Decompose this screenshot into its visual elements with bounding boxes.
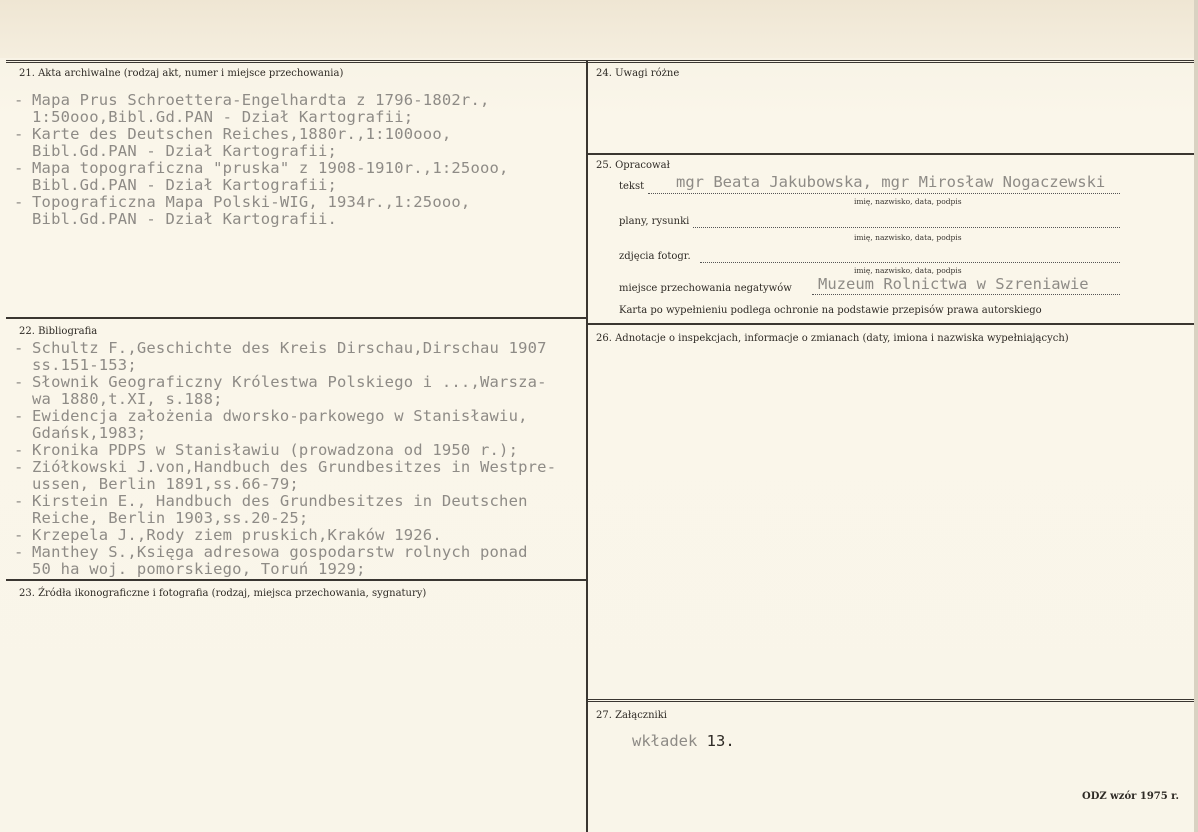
typed-line-text: Kronika PDPS w Stanisławiu (prowadzona od 1950 r.); [32,441,519,459]
list-dash: - [14,407,34,425]
typed-line-text: ussen, Berlin 1891,ss.66-79; [32,475,299,493]
typed-line [14,561,556,578]
plany-label: plany, rysunki [619,216,690,227]
list-dash: - [14,125,34,143]
continuation-indent [14,425,32,442]
continuation-indent [14,177,32,194]
list-dash: - [14,339,34,357]
typed-line-text: Ewidencja założenia dworsko-parkowego w Stanisławiu, [32,407,528,425]
section-23-label: 23. Źródła ikonograficzne i fotografia (rodzaj, miejsca przechowania, sygnatury) [19,588,427,599]
section-27-label: 27. Załączniki [596,710,667,721]
section-25-label: 25. Opracował [596,160,670,171]
typed-line-text: 1:50ooo,Bibl.Gd.PAN - Dział Kartografii; [32,108,414,126]
rule-right-25-26 [587,323,1196,325]
section-22-label: 22. Bibliografia [19,326,98,337]
tekst-line [648,193,1120,194]
list-dash: - [14,458,34,476]
attachments-word: wkładek [632,732,698,750]
typed-line [14,476,556,493]
typed-line [14,527,556,544]
typed-line [14,442,556,459]
form-code-footer: ODZ wzór 1975 r. [1082,791,1180,802]
zdjecia-line [700,262,1120,263]
list-dash: - [14,159,34,177]
continuation-indent [14,510,32,527]
list-dash: - [14,492,34,510]
tekst-label: tekst [619,181,645,192]
typed-line [14,391,556,408]
center-divider [586,61,588,832]
typed-line [14,510,556,527]
list-dash: - [14,441,34,459]
typed-line [14,357,556,374]
typed-line-text: Bibl.Gd.PAN - Dział Kartografii; [32,176,338,194]
typed-line [14,126,509,143]
miejsce-label: miejsce przechowania negatywów [619,283,792,294]
typed-line-text: 50 ha woj. pomorskiego, Toruń 1929; [32,560,366,578]
continuation-indent [14,391,32,408]
continuation-indent [14,211,32,228]
typed-line [14,340,556,357]
typed-line-text: Ziółkowski J.von,Handbuch des Grundbesitzes in Westpre- [32,458,557,476]
typed-line-text: Gdańsk,1983; [32,424,147,442]
continuation-indent [14,561,32,578]
section-21-typed-text [14,92,509,228]
rule-right-24-25 [587,153,1196,155]
top-rule [6,60,1196,63]
typed-line-text: Manthey S.,Księga adresowa gospodarstw rolnych ponad [32,543,528,561]
typed-line-text: Reiche, Berlin 1903,ss.20-25; [32,509,309,527]
typed-line [14,425,556,442]
section-21-label: 21. Akta archiwalne (rodzaj akt, numer i miejsce przechowania) [19,68,344,79]
typed-line [14,544,556,561]
typed-line [14,177,509,194]
typed-line [14,374,556,391]
continuation-indent [14,357,32,374]
section-26-label: 26. Adnotacje o inspekcjach, informacje o zmianach (daty, imiona i nazwiska wypełniających) [596,333,1069,344]
typed-line [14,211,509,228]
typed-line-text: Kirstein E., Handbuch des Grundbesitzes in Deutschen [32,492,528,510]
zdjecia-label: zdjęcia fotogr. [619,251,691,262]
scan-edge [1194,0,1198,832]
continuation-indent [14,476,32,493]
typed-line [14,493,556,510]
typed-line-text: Karte des Deutschen Reiches,1880r.,1:100ooo, [32,125,452,143]
typed-line-text: Schultz F.,Geschichte des Kreis Dirschau,Dirschau 1907 [32,339,547,357]
continuation-indent [14,143,32,160]
list-dash: - [14,543,34,561]
rule-left-22-23 [6,579,586,581]
tekst-value: mgr Beata Jakubowska, mgr Mirosław Nogaczewski [676,173,1106,191]
plany-caption: imię, nazwisko, data, podpis [854,233,962,242]
list-dash: - [14,526,34,544]
section-24-label: 24. Uwagi różne [596,68,680,79]
typed-line-text: Bibl.Gd.PAN - Dział Kartografii. [32,210,338,228]
typed-line [14,194,509,211]
section-22-typed-text [14,340,556,578]
rule-left-21-22 [6,317,586,319]
miejsce-value: Muzeum Rolnictwa w Szreniawie [818,275,1089,293]
typed-line-text: wa 1880,t.XI, s.188; [32,390,223,408]
tekst-caption: imię, nazwisko, data, podpis [854,197,962,206]
continuation-indent [14,109,32,126]
typed-line-text: Topograficzna Mapa Polski-WIG, 1934r.,1:25ooo, [32,193,471,211]
miejsce-line [812,294,1120,295]
typed-line-text: Mapa topograficzna "pruska" z 1908-1910r.,1:25ooo, [32,159,509,177]
typed-line [14,459,556,476]
list-dash: - [14,91,34,109]
attachments-count: 13. [706,732,735,750]
typed-line [14,160,509,177]
top-margin [0,0,1198,58]
typed-line [14,408,556,425]
typed-line-text: Mapa Prus Schroettera-Engelhardta z 1796-1802r., [32,91,490,109]
list-dash: - [14,373,34,391]
list-dash: - [14,193,34,211]
copyright-note: Karta po wypełnieniu podlega ochronie na podstawie przepisów prawa autorskiego [619,305,1042,316]
attachments-value [632,733,735,750]
typed-line [14,109,509,126]
typed-line-text: Bibl.Gd.PAN - Dział Kartografii; [32,142,338,160]
zdjecia-caption: imię, nazwisko, data, podpis [854,266,962,275]
typed-line [14,92,509,109]
typed-line-text: Krzepela J.,Rody ziem pruskich,Kraków 1926. [32,526,442,544]
typed-line [14,143,509,160]
rule-right-26-27 [587,699,1196,702]
typed-line-text: Słownik Geograficzny Królestwa Polskiego i ...,Warsza- [32,373,547,391]
typed-line-text: ss.151-153; [32,356,137,374]
plany-line [693,227,1120,228]
